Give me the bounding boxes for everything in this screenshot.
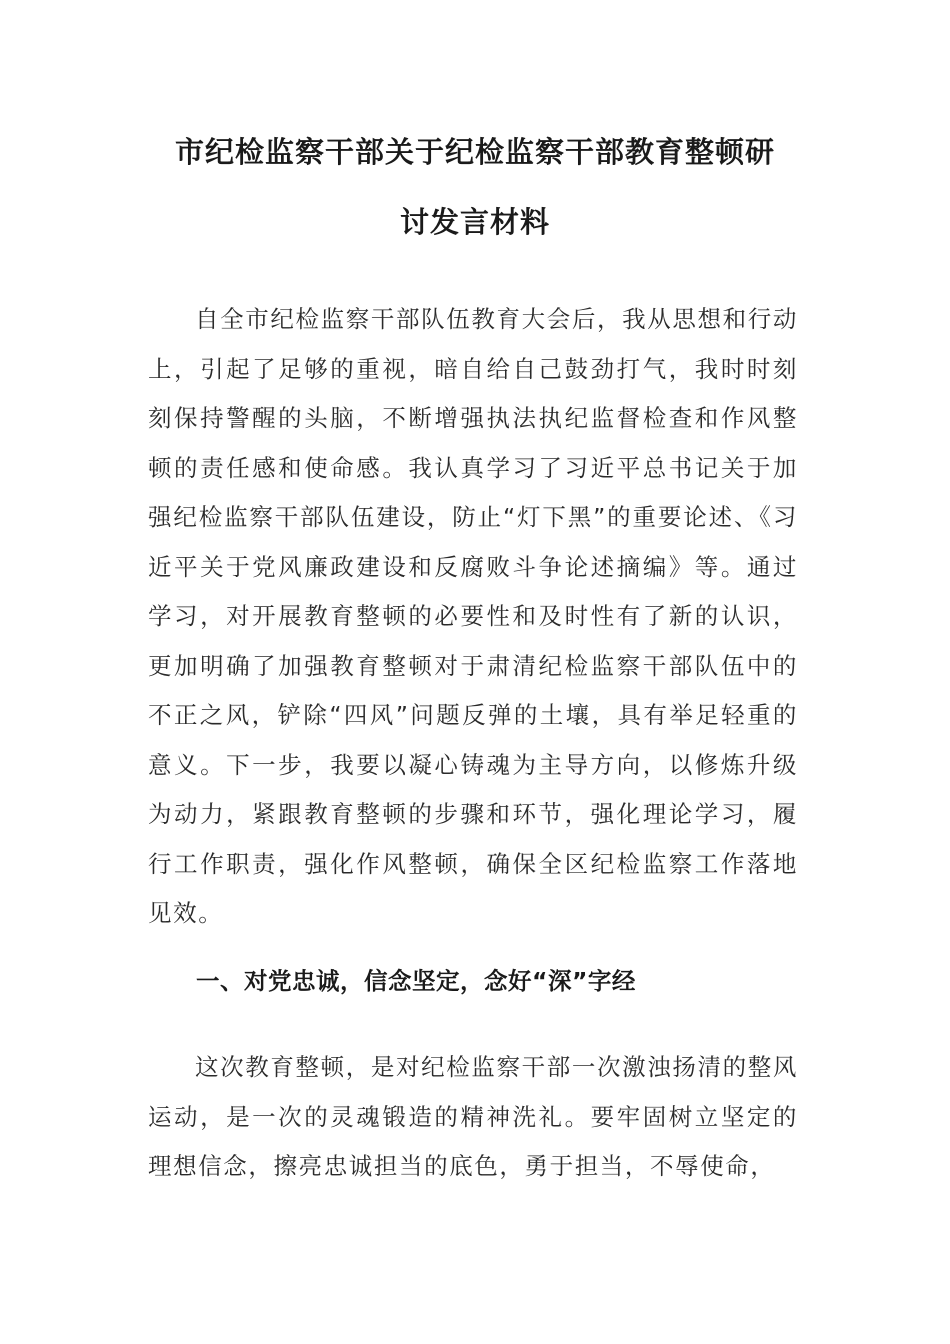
- document-title-line-1: 市纪检监察干部关于纪检监察干部教育整顿研: [174, 135, 775, 169]
- section-heading-1: 一、对党忠诚，信念坚定，念好“深”字经: [196, 967, 636, 995]
- body-paragraph-intro: 自全市纪检监察干部队伍教育大会后，我从思想和行动上，引起了足够的重视，暗自给自己鼓劲打气，我时时刻刻保持警醒的头脑，不断增强执法执纪监督检查和作风整顿的责任感和使命感。我认真学习了习近平总书记关于加强纪检监察干部队伍建设，防止“灯下黑”的重要论述、《习近平关于党风廉政建设和反腐败斗争论述摘编》等。通过学习，对开展教育整顿的必要性和及时性有了新的认识，更加明确了加强教育整顿对于肃清纪检监察干部队伍中的不正之风，铲除“四风”问题反弹的土壤，具有举足轻重的意义。下一步，我要以凝心铸魂为主导方向，以修炼升级为动力，紧跟教育整顿的步骤和环节，强化理论学习，履行工作职责，强化作风整顿，确保全区纪检监察工作落地见效。: [148, 305, 798, 927]
- document-title-line-2: 讨发言材料: [399, 205, 550, 239]
- body-paragraph-section-1: 这次教育整顿，是对纪检监察干部一次激浊扬清的整风运动，是一次的灵魂锻造的精神洗礼。要牢固树立坚定的理想信念，擦亮忠诚担当的底色，勇于担当，不辱使命，: [148, 1053, 798, 1180]
